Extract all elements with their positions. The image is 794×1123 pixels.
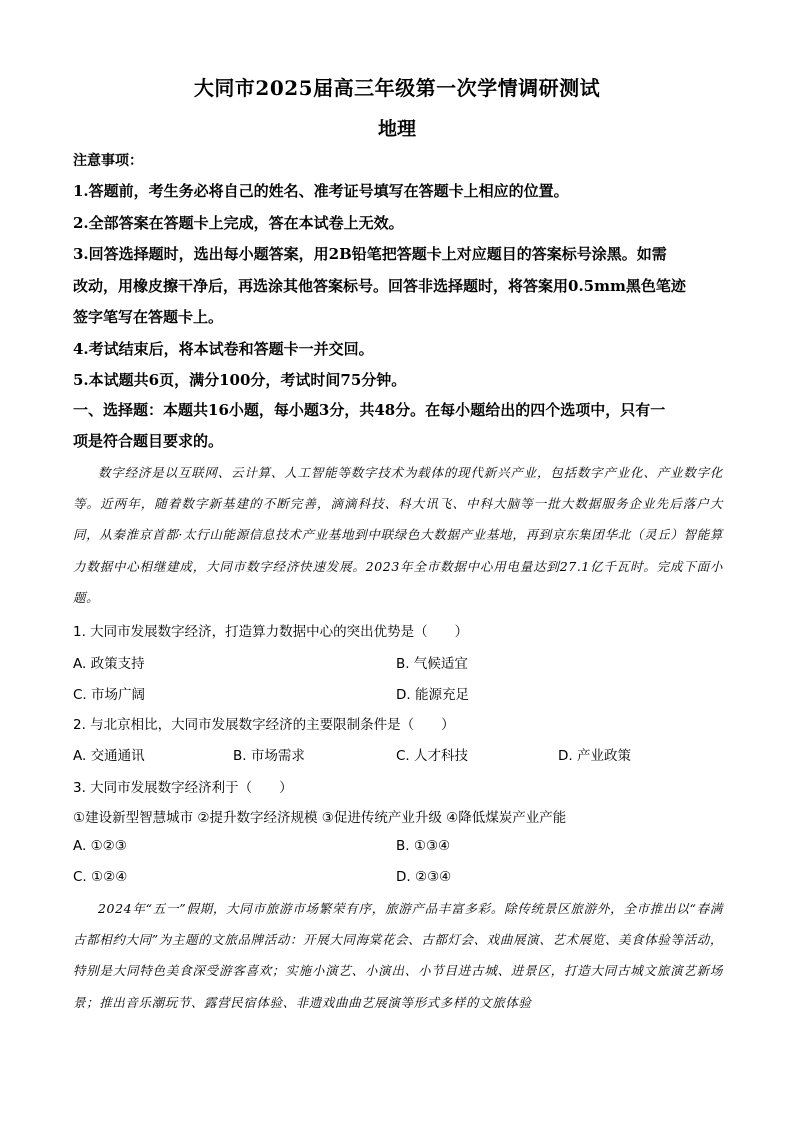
section-line: 一、选择题：本题共16小题，每小题3分，共48分。在每小题给出的四个选项中，只有一 — [73, 401, 666, 419]
section-heading — [73, 395, 723, 457]
q1-option-d: D. 能源充足 — [396, 687, 469, 703]
notice-list — [73, 176, 723, 397]
q3-statements: ①建设新型智慧城市 ②提升数字经济规模 ③促进传统产业升级 ④降低煤炭产业产能 — [73, 810, 567, 826]
notice-item: 5.本试题共6页，满分100分，考试时间75分钟。 — [73, 371, 407, 389]
q1-option-c: C. 市场广阔 — [73, 687, 146, 703]
subject-title: 地理 — [377, 118, 416, 140]
notice-item: 3.回答选择题时，选出每小题答案，用2B铅笔把答题卡上对应题目的答案标号涂黑。如需 — [73, 245, 667, 263]
q3-option-a: A. ①②③ — [73, 838, 127, 854]
section-line: 项是符合题目要求的。 — [73, 432, 224, 450]
question-3-stem: 3. 大同市发展数字经济利于（ ） — [73, 780, 293, 796]
notice-heading: 注意事项： — [73, 153, 143, 169]
notice-item: 改动，用橡皮擦干净后，再选涂其他答案标号。回答非选择题时，将答案用0.5mm黑色笔迹 — [73, 276, 686, 295]
q2-option-c: C. 人才科技 — [396, 748, 469, 764]
notice-item: 1.答题前，考生务必将自己的姓名、准考证号填写在答题卡上相应的位置。 — [73, 182, 569, 200]
notice-item: 签字笔写在答题卡上。 — [73, 308, 224, 326]
exam-title: 大同市2025届高三年级第一次学情调研测试 — [193, 76, 601, 100]
notice-item: 4.考试结束后，将本试卷和答题卡一并交回。 — [73, 339, 374, 358]
q2-option-b: B. 市场需求 — [233, 748, 305, 764]
q3-option-d: D. ②③④ — [396, 869, 452, 885]
q3-option-b: B. ①③④ — [396, 838, 451, 854]
q1-option-a: A. 政策支持 — [73, 656, 145, 672]
passage-digital-economy: 数字经济是以互联网、云计算、人工智能等数字技术为载体的现代新兴产业，包括数字产业化、产业数字化等。近两年，随着数字新基建的不断完善，滴滴科技、科大讯飞、中科大脑等一批大数据服务企业先后落户大同，从秦淮京首都·太行山能源信息技术产业基地到中联绿色大数据产业基地，再到京东集团华北（灵丘）智能算力数据中心相继建成，大同市数字经济快速发展。2023年全市数据中心用电量达到27.1亿千瓦时。完成下面小题。 — [73, 465, 723, 605]
question-2-stem: 2. 与北京相比，大同市发展数字经济的主要限制条件是（ ） — [73, 717, 455, 733]
q2-option-d: D. 产业政策 — [558, 748, 631, 764]
question-1-stem: 1. 大同市发展数字经济，打造算力数据中心的突出优势是（ ） — [73, 624, 469, 640]
q2-option-a: A. 交通通讯 — [73, 748, 145, 764]
notice-item: 2.全部答案在答题卡上完成，答在本试卷上无效。 — [73, 213, 404, 232]
passage-tourism: 2024年“五一”假期，大同市旅游市场繁荣有序，旅游产品丰富多彩。除传统景区旅游外，全市推出以“春满古都相约大同”为主题的文旅品牌活动：开展大同海棠花会、古都灯会、戏曲展演、艺术展览、美食体验等活动，特别是大同特色美食深受游客喜欢；实施小演艺、小演出、小节目进古城、进景区，打造大同古城文旅演艺新场景；推出音乐潮玩节、露营民宿体验、非遗戏曲曲艺展演等形式多样的文旅体验 — [73, 901, 723, 1010]
q1-option-b: B. 气候适宜 — [396, 656, 468, 672]
q3-option-c: C. ①②④ — [73, 869, 128, 885]
